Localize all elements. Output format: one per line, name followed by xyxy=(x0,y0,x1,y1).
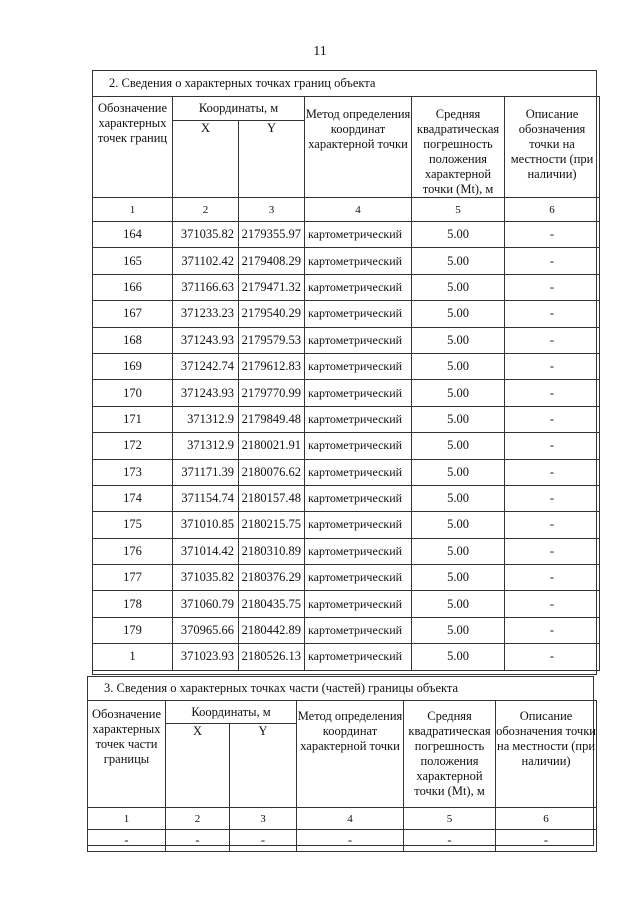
table-row xyxy=(93,301,600,327)
column-number: 5 xyxy=(412,198,505,222)
error-value: 5.00 xyxy=(412,433,505,459)
point-number: 168 xyxy=(93,327,173,353)
error-value: 5.00 xyxy=(412,301,505,327)
point-number: 175 xyxy=(93,512,173,538)
header-x: X xyxy=(166,724,230,808)
error-value: - xyxy=(404,830,496,852)
description: - xyxy=(505,222,600,248)
table-row xyxy=(93,433,600,459)
method: - xyxy=(297,830,404,852)
point-number: 173 xyxy=(93,459,173,485)
page-number: 11 xyxy=(313,44,327,59)
x-coordinate: 370965.66 xyxy=(173,617,239,643)
y-coordinate: 2180310.89 xyxy=(239,538,305,564)
x-coordinate: 371233.23 xyxy=(173,301,239,327)
section-2-rows xyxy=(93,222,600,671)
point-number: 178 xyxy=(93,591,173,617)
table-row xyxy=(93,274,600,300)
error-value: 5.00 xyxy=(412,222,505,248)
point-number: 170 xyxy=(93,380,173,406)
point-number: 166 xyxy=(93,274,173,300)
description: - xyxy=(505,591,600,617)
x-coordinate: 371035.82 xyxy=(173,222,239,248)
x-coordinate: 371166.63 xyxy=(173,274,239,300)
x-coordinate: 371312.9 xyxy=(173,406,239,432)
header-method: Метод определения координат характерной точки xyxy=(297,701,404,808)
header-x: X xyxy=(173,121,239,198)
method: картометрический xyxy=(305,433,412,459)
description: - xyxy=(505,353,600,379)
x-coordinate: 371154.74 xyxy=(173,485,239,511)
x-coordinate: 371102.42 xyxy=(173,248,239,274)
y-coordinate: 2179849.48 xyxy=(239,406,305,432)
method: картометрический xyxy=(305,327,412,353)
method: картометрический xyxy=(305,485,412,511)
column-number: 4 xyxy=(297,808,404,830)
y-coordinate: 2180215.75 xyxy=(239,512,305,538)
y-coordinate: 2180526.13 xyxy=(239,644,305,670)
section-3-title: 3. Сведения о характерных точках части (частей) границы объекта xyxy=(88,677,593,701)
header-description: Описание обозначения точки на местности (при наличии) xyxy=(496,701,597,808)
column-number: 6 xyxy=(496,808,597,830)
table-row xyxy=(93,406,600,432)
description: - xyxy=(505,248,600,274)
column-number: 2 xyxy=(166,808,230,830)
column-number: 5 xyxy=(404,808,496,830)
method: картометрический xyxy=(305,406,412,432)
y-coordinate: 2179579.53 xyxy=(239,327,305,353)
error-value: 5.00 xyxy=(412,274,505,300)
y-coordinate: 2180157.48 xyxy=(239,485,305,511)
description: - xyxy=(496,830,597,852)
y-coordinate: 2180021.91 xyxy=(239,433,305,459)
table-row xyxy=(93,512,600,538)
method: картометрический xyxy=(305,591,412,617)
method: картометрический xyxy=(305,274,412,300)
table-row xyxy=(93,380,600,406)
section-3-part-points xyxy=(87,676,594,846)
error-value: 5.00 xyxy=(412,538,505,564)
point-number: 171 xyxy=(93,406,173,432)
header-coordinates: Координаты, м xyxy=(166,701,297,724)
method: картометрический xyxy=(305,459,412,485)
y-coordinate: 2180435.75 xyxy=(239,591,305,617)
point-number: 165 xyxy=(93,248,173,274)
x-coordinate: 371010.85 xyxy=(173,512,239,538)
y-coordinate: 2179355.97 xyxy=(239,222,305,248)
error-value: 5.00 xyxy=(412,406,505,432)
table-row xyxy=(93,644,600,670)
section-3-table xyxy=(87,700,597,852)
header-method: Метод определения координат характерной точки xyxy=(305,97,412,198)
description: - xyxy=(505,485,600,511)
point-number: 167 xyxy=(93,301,173,327)
error-value: 5.00 xyxy=(412,644,505,670)
x-coordinate: 371014.42 xyxy=(173,538,239,564)
method: картометрический xyxy=(305,222,412,248)
column-number: 3 xyxy=(239,198,305,222)
error-value: 5.00 xyxy=(412,459,505,485)
y-coordinate: - xyxy=(230,830,297,852)
x-coordinate: 371243.93 xyxy=(173,380,239,406)
column-number: 6 xyxy=(505,198,600,222)
method: картометрический xyxy=(305,512,412,538)
error-value: 5.00 xyxy=(412,617,505,643)
description: - xyxy=(505,512,600,538)
method: картометрический xyxy=(305,301,412,327)
method: картометрический xyxy=(305,565,412,591)
method: картометрический xyxy=(305,380,412,406)
header-y: Y xyxy=(230,724,297,808)
table-row xyxy=(93,591,600,617)
point-number: 164 xyxy=(93,222,173,248)
table-row xyxy=(93,222,600,248)
section-2-title: 2. Сведения о характерных точках границ объекта xyxy=(93,71,596,97)
column-number: 2 xyxy=(173,198,239,222)
y-coordinate: 2179770.99 xyxy=(239,380,305,406)
description: - xyxy=(505,565,600,591)
error-value: 5.00 xyxy=(412,248,505,274)
header-y: Y xyxy=(239,121,305,198)
section-2-table xyxy=(92,96,600,671)
point-number: 172 xyxy=(93,433,173,459)
header-description: Описание обозначения точки на местности (при наличии) xyxy=(505,97,600,198)
table-row xyxy=(93,353,600,379)
description: - xyxy=(505,617,600,643)
x-coordinate: 371312.9 xyxy=(173,433,239,459)
point-number: 169 xyxy=(93,353,173,379)
point-number: 177 xyxy=(93,565,173,591)
column-number: 1 xyxy=(93,198,173,222)
x-coordinate: 371035.82 xyxy=(173,565,239,591)
error-value: 5.00 xyxy=(412,591,505,617)
table-row xyxy=(93,538,600,564)
column-number: 4 xyxy=(305,198,412,222)
error-value: 5.00 xyxy=(412,380,505,406)
error-value: 5.00 xyxy=(412,565,505,591)
x-coordinate: 371023.93 xyxy=(173,644,239,670)
section-2-boundary-points xyxy=(92,70,597,675)
error-value: 5.00 xyxy=(412,512,505,538)
table-row xyxy=(88,830,597,852)
header-coordinates: Координаты, м xyxy=(173,97,305,121)
y-coordinate: 2180442.89 xyxy=(239,617,305,643)
error-value: 5.00 xyxy=(412,353,505,379)
x-coordinate: 371242.74 xyxy=(173,353,239,379)
point-number: 179 xyxy=(93,617,173,643)
header-error: Средняя квадратическая погрешность положения характерной точки (Mt), м xyxy=(404,701,496,808)
point-number: 1 xyxy=(93,644,173,670)
y-coordinate: 2180076.62 xyxy=(239,459,305,485)
description: - xyxy=(505,274,600,300)
header-point: Обозначение характерных точек части границы xyxy=(88,701,166,808)
method: картометрический xyxy=(305,617,412,643)
section-3-rows xyxy=(88,830,597,852)
x-coordinate: 371243.93 xyxy=(173,327,239,353)
description: - xyxy=(505,433,600,459)
description: - xyxy=(505,327,600,353)
x-coordinate: 371060.79 xyxy=(173,591,239,617)
error-value: 5.00 xyxy=(412,327,505,353)
y-coordinate: 2180376.29 xyxy=(239,565,305,591)
description: - xyxy=(505,644,600,670)
point-number: - xyxy=(88,830,166,852)
table-row xyxy=(93,485,600,511)
error-value: 5.00 xyxy=(412,485,505,511)
table-row xyxy=(93,617,600,643)
description: - xyxy=(505,301,600,327)
y-coordinate: 2179540.29 xyxy=(239,301,305,327)
x-coordinate: - xyxy=(166,830,230,852)
method: картометрический xyxy=(305,353,412,379)
method: картометрический xyxy=(305,644,412,670)
y-coordinate: 2179408.29 xyxy=(239,248,305,274)
y-coordinate: 2179612.83 xyxy=(239,353,305,379)
method: картометрический xyxy=(305,248,412,274)
table-row xyxy=(93,327,600,353)
point-number: 174 xyxy=(93,485,173,511)
description: - xyxy=(505,459,600,485)
method: картометрический xyxy=(305,538,412,564)
description: - xyxy=(505,406,600,432)
column-number: 3 xyxy=(230,808,297,830)
column-number: 1 xyxy=(88,808,166,830)
description: - xyxy=(505,380,600,406)
point-number: 176 xyxy=(93,538,173,564)
header-error: Средняя квадратическая погрешность положения характерной точки (Mt), м xyxy=(412,97,505,198)
y-coordinate: 2179471.32 xyxy=(239,274,305,300)
table-row xyxy=(93,248,600,274)
description: - xyxy=(505,538,600,564)
header-point: Обозначение характерных точек границ xyxy=(93,97,173,198)
table-row xyxy=(93,459,600,485)
table-row xyxy=(93,565,600,591)
x-coordinate: 371171.39 xyxy=(173,459,239,485)
